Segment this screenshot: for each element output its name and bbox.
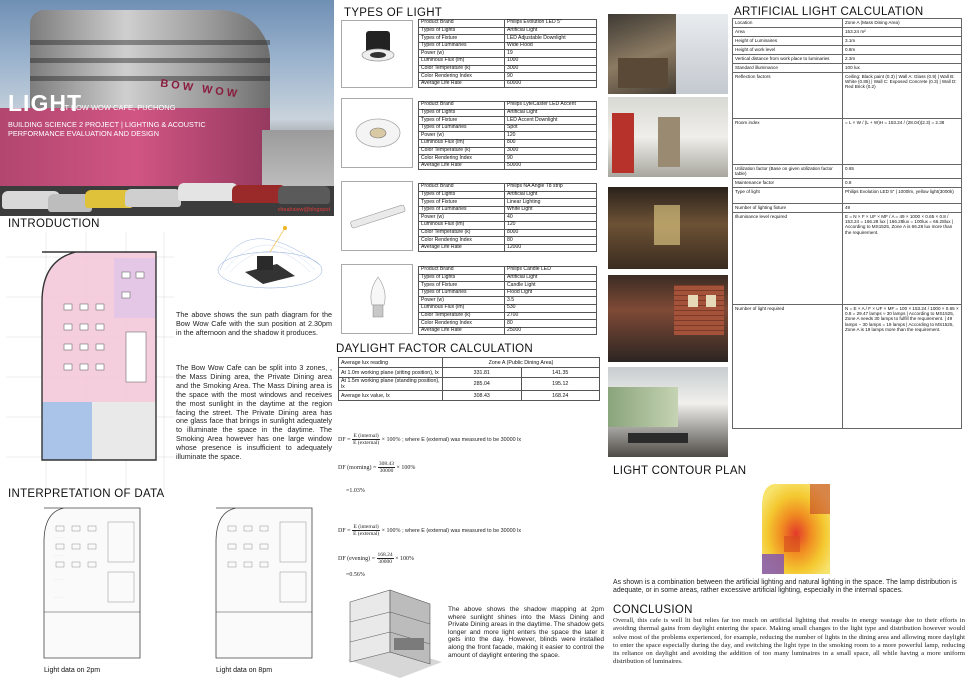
calc-value: = L × W / (L + W)H = 153.24 / (28.04)(2.3) = 2.38 (843, 119, 962, 165)
spec-value: 12000 (505, 244, 597, 252)
table-row (419, 289, 597, 297)
table-row (339, 368, 600, 378)
spec-value: Philips Candle LED (505, 267, 597, 275)
table-cell: Average lux value, lx (339, 391, 443, 401)
spec-value: Flood Light (505, 289, 597, 297)
spec-value: 80 (505, 320, 597, 328)
table-row (733, 28, 962, 37)
spec-value: Philips LyteCaster LED Accent (505, 102, 597, 110)
photo-credit: cheahsiew@blogspot (277, 207, 330, 213)
table-row (419, 155, 597, 163)
spec-label: Average Life Rate (419, 327, 505, 335)
spec-label: Types of Luminaries (419, 206, 505, 214)
table-row (733, 165, 962, 179)
artificial-heading: ARTIFICIAL LIGHT CALCULATION (734, 6, 924, 18)
calc-label: Maintenance factor (733, 179, 843, 188)
facade-band (30, 58, 270, 63)
calc-label: Location (733, 19, 843, 28)
types-of-light-heading: TYPES OF LIGHT (344, 7, 443, 19)
table-row (419, 237, 597, 245)
spec-label: Power (w) (419, 297, 505, 305)
table-row (419, 117, 597, 125)
intro-paragraph-1: The above shows the sun path diagram for the Bow Wow Cafe with the sun position at 2.30pm in the afternoon and the shadow it produces. (176, 310, 332, 337)
cafe-dining-photo (608, 187, 728, 269)
car (125, 189, 181, 207)
calc-label: Room index (733, 119, 843, 165)
spec-label: Types of Fixture (419, 282, 505, 290)
df-formula-2 (338, 524, 521, 537)
shadow-mapping-model (340, 582, 444, 682)
spec-label: Color Rendering Index (419, 320, 505, 328)
spec-value: 25000 (505, 327, 597, 335)
spec-label: Product Brand (419, 102, 505, 110)
df-morning-formula (338, 461, 415, 474)
daylight-table (338, 357, 600, 401)
spec-value: Philips NA Angle T8 strip (505, 184, 597, 192)
denominator: E (external) (353, 440, 380, 446)
df-morning-result: =1.03% (346, 488, 365, 494)
numerator: 308.43 (378, 461, 395, 467)
formula-label: DF = (338, 436, 351, 443)
spec-value: 40 (505, 214, 597, 222)
spec-label: Power (w) (419, 50, 505, 58)
spec-value: Artificial Light (505, 274, 597, 282)
formula-note: ; where E (external) was measured to be 30000 lx (402, 436, 522, 443)
subtitle-line: PERFORMANCE EVALUATION AND DESIGN (8, 128, 159, 138)
svg-text:··· ··· ···: ··· ··· ··· (54, 553, 65, 557)
denominator: 30000 (378, 559, 392, 565)
df-evening-formula (338, 552, 414, 565)
subtitle-line: BUILDING SCIENCE 2 PROJECT | LIGHTING & ACOUSTIC (8, 120, 206, 129)
lamp-image-frame (341, 20, 413, 88)
car (278, 186, 330, 204)
table-row (419, 312, 597, 320)
cafe-corridor-photo (608, 97, 728, 177)
formula-fraction (352, 433, 380, 446)
table-row (419, 199, 597, 207)
calc-value: 153.24 m² (843, 28, 962, 37)
table-header: Average lux reading (339, 358, 443, 368)
table-row (733, 64, 962, 73)
spec-value: 80 (505, 237, 597, 245)
table-row (419, 229, 597, 237)
table-row (419, 102, 597, 110)
formula-fraction (377, 552, 394, 565)
spec-label: Power (w) (419, 214, 505, 222)
side-building (262, 130, 334, 190)
formula-label: DF (evening) = (338, 555, 376, 562)
table-row (419, 206, 597, 214)
spec-value: 3000 (505, 147, 597, 155)
calc-value: Ceiling: Black paint (0.3) | Wall A: Glass (0.9) | Wall B: White (0.85) | Wall C: Exposed Concrete (0.3) | Wall D: Red Brick (0.2) (843, 73, 962, 119)
spec-label: Types of Lights (419, 27, 505, 35)
spec-label: Color Rendering Index (419, 73, 505, 81)
contour-heading: LIGHT CONTOUR PLAN (613, 465, 747, 477)
downlight-icon (342, 21, 414, 89)
table-row (419, 327, 597, 335)
daylight-heading: DAYLIGHT FACTOR CALCULATION (336, 343, 534, 355)
spec-label: Product Brand (419, 184, 505, 192)
spec-label: Color Temperature (k) (419, 65, 505, 73)
spec-label: Types of Fixture (419, 117, 505, 125)
calc-value: N = E × A / F × UF × MF = 100 × 153.24 / 1000 × 0.65 × 0.8 = 29.47 lamps ≈ 30 lamps | According to MS1525, Zone A needs 30 lamps to fulfill the requirement. | 49 lamps − 30 lamps = 19 lamps | According to MS1525, Zone A is 19 lamps more than the requirement. (843, 305, 962, 429)
artificial-calc-table (732, 18, 962, 429)
table-row (419, 282, 597, 290)
table-row (419, 42, 597, 50)
denominator: 30000 (379, 468, 394, 474)
table-row (733, 19, 962, 28)
spec-label: Types of Lights (419, 274, 505, 282)
spec-label: Color Rendering Index (419, 155, 505, 163)
lamp-spec-table (418, 266, 597, 335)
table-cell: 141.35 (521, 368, 600, 378)
lamp-image-frame (341, 264, 413, 334)
table-row (419, 244, 597, 252)
table-row (419, 109, 597, 117)
shadow-mapping-text: The above shows the shadow mapping at 2pm where sunlight shines into the Mass Dining and Private Dining areas in the daytime. The shadow gets longer and more light enters the space the later it gets into the day. However, blinds were installed along the front facade, making it easier to control the amount of daylight entering the space. (448, 606, 605, 659)
lamp-image-frame (341, 181, 413, 251)
table-cell: At 1.5m working plane (standing position), lx (339, 378, 443, 391)
storefront-sign: BOW WOW (159, 77, 241, 101)
calc-label: Number of light required (733, 305, 843, 429)
table-row (733, 46, 962, 55)
table-header: Zone A (Public Dining Area) (443, 358, 600, 368)
spec-value: Artificial Light (505, 109, 597, 117)
calc-label: Type of light (733, 188, 843, 204)
calc-label: Illuminance level required (733, 213, 843, 305)
spec-value: Linear Lighting (505, 199, 597, 207)
table-cell: 195.12 (521, 378, 600, 391)
calc-value: 100 lux (843, 64, 962, 73)
car (178, 183, 238, 201)
table-row (419, 132, 597, 140)
spec-value: Artificial Light (505, 27, 597, 35)
table-row (733, 204, 962, 213)
table-row (419, 147, 597, 155)
table-row (419, 184, 597, 192)
table-row (419, 221, 597, 229)
spec-value: 120 (505, 132, 597, 140)
table-row (419, 297, 597, 305)
table-row (419, 27, 597, 35)
spec-label: Types of Luminaries (419, 42, 505, 50)
spec-value: 3000 (505, 65, 597, 73)
calc-value: E = N × F × UF × MF / A = 49 × 1000 × 0.65 × 0.8 / 153.24 = 166.28 lux | 166.28lux = 100lux = 66.28lux | According to MS1525, Zone A is 66.28 lux more than the requirement. (843, 213, 962, 305)
strip-light-icon (342, 182, 414, 252)
table-row (419, 162, 597, 170)
formula-multiplier: × 100% (395, 555, 415, 562)
calc-label: Height of Luminaires (733, 37, 843, 46)
svg-text:··· ··· ···: ··· ··· ··· (54, 595, 65, 599)
spec-value: 90 (505, 73, 597, 81)
spec-label: Product Brand (419, 267, 505, 275)
table-row (733, 179, 962, 188)
spec-label: Color Temperature (k) (419, 147, 505, 155)
formula-label: DF (morning) = (338, 464, 377, 471)
df-evening-result: =0.56% (346, 572, 365, 578)
calc-label: Reflection factors (733, 73, 843, 119)
light-contour-map (754, 476, 834, 578)
table-row (419, 214, 597, 222)
table-row (419, 35, 597, 43)
df-formula-1 (338, 433, 521, 446)
caption-8pm: Light data on 8pm (216, 667, 273, 674)
table-row (419, 20, 597, 28)
spec-value: 800 (505, 139, 597, 147)
spec-label: Types of Luminaries (419, 124, 505, 132)
table-row (419, 267, 597, 275)
spec-value: LED Adjustable Downlight (505, 35, 597, 43)
caption-2pm: Light data on 2pm (44, 667, 101, 674)
spec-value: 3.5 (505, 297, 597, 305)
spec-label: Color Temperature (k) (419, 229, 505, 237)
formula-fraction (378, 461, 395, 474)
cafe-window-photo (608, 367, 728, 457)
poster-title: LIGHT (8, 90, 82, 116)
table-row (339, 391, 600, 401)
table-row (339, 378, 600, 391)
table-cell: 285.04 (443, 378, 522, 391)
accent-downlight-icon (342, 99, 414, 169)
table-row (733, 55, 962, 64)
numerator: 168.24 (377, 552, 393, 558)
spec-value: 1000 (505, 57, 597, 65)
table-row (419, 65, 597, 73)
table-row (733, 305, 962, 429)
facade-band (30, 76, 270, 81)
table-row (733, 73, 962, 119)
cafe-brick-wall-photo (608, 275, 728, 362)
spec-value: Artificial Light (505, 191, 597, 199)
calc-label: Standard illuminance (733, 64, 843, 73)
calc-label: Height of work level (733, 46, 843, 55)
calc-value: 49 (843, 204, 962, 213)
table-row (733, 188, 962, 204)
spec-value: Candle Light (505, 282, 597, 290)
table-row (419, 80, 597, 88)
intro-paragraph-2: The Bow Wow Cafe can be split into 3 zones, , the Mass Dining area, the Private Dining area and the Smoking Area. The Mass Dining area is the space with the most windows and receives the most sunlight in the daytime at the region facing the street. The Private Dining area has one glass face that brings in sunlight adequately to illuminate the space in the daytime. The Smoking Area however has one large window whose presence is insufficient to adequately illuminate the space. (176, 363, 332, 462)
conclusion-text: Overall, this cafe is well lit but relies far too much on artificial lighting that results in energy wastage due to their efforts in avoiding thermal gains from daylight entering the space. Making small changes to the light type and distribution however would solve most of the problems experienced, for example, reducing the number of lights in the dining area and allowing more daylight to enter the space especially during the day, and switching the light type in the smoking room to a more powerful lamp, reducing its reliance on daylight and avoiding the addition of too many luminaires in a small space, all while having a more uniform distribution of luminaires. (613, 617, 965, 666)
formula-fraction (352, 524, 380, 537)
spec-label: Color Rendering Index (419, 237, 505, 245)
lamp-spec-table (418, 19, 597, 88)
spec-value: 530 (505, 304, 597, 312)
spec-value: 60000 (505, 80, 597, 88)
calc-value: 3.1m (843, 37, 962, 46)
table-row (419, 124, 597, 132)
lamp-spec-table (418, 101, 597, 170)
spec-label: Types of Luminaries (419, 289, 505, 297)
contour-text: As shown is a combination between the artificial lighting and natural lighting in the space. The lamp distribution is adequate, or in some areas, rather excessive artificial lighting, especially in the internal spaces. (613, 579, 957, 595)
spec-value: White Light (505, 206, 597, 214)
spec-value: Spot (505, 124, 597, 132)
numerator: E (internal) (353, 433, 379, 439)
formula-multiplier: × 100% (381, 436, 401, 443)
spec-label: Luminous Flux (lm) (419, 57, 505, 65)
spec-value: Wide Flood (505, 42, 597, 50)
calc-label: Utilization factor (Base on given utilization factor table) (733, 165, 843, 179)
denominator: E (external) (353, 531, 380, 537)
formula-multiplier: × 100% (381, 527, 401, 534)
calc-value: 0.8 (843, 179, 962, 188)
spec-value: 120 (505, 221, 597, 229)
calc-label: Number of lighting fixture (733, 204, 843, 213)
table-row (419, 320, 597, 328)
sun-path-diagram (215, 220, 325, 292)
lamp-image-frame (341, 98, 413, 168)
table-row (733, 37, 962, 46)
poster-location: AT BOW WOW CAFE, PUCHONG (60, 103, 176, 112)
facade-band (30, 40, 270, 45)
calc-label: Vertical distance from work place to luminaries (733, 55, 843, 64)
poster-subtitle (8, 121, 228, 138)
svg-text:··· ··· ···: ··· ··· ··· (54, 535, 65, 539)
spec-label: Average Life Rate (419, 162, 505, 170)
floor-plan (6, 232, 174, 490)
spec-value: 19 (505, 50, 597, 58)
spec-value: 90 (505, 155, 597, 163)
table-row (419, 57, 597, 65)
formula-multiplier: × 100% (396, 464, 416, 471)
table-row (419, 304, 597, 312)
light-data-plan-2pm (24, 502, 144, 664)
calc-label: Area (733, 28, 843, 37)
spec-label: Types of Fixture (419, 199, 505, 207)
formula-label: DF = (338, 527, 351, 534)
spec-value: 2700 (505, 312, 597, 320)
spec-label: Power (w) (419, 132, 505, 140)
calc-value: Philips Evolution LED 5" | 1000lm, yellow light(3000k) (843, 188, 962, 204)
spec-label: Luminous Flux (lm) (419, 304, 505, 312)
table-row (419, 191, 597, 199)
svg-text:··· ··· ···: ··· ··· ··· (54, 577, 65, 581)
table-row (733, 119, 962, 165)
candle-bulb-icon (342, 265, 414, 335)
spec-value: LED Accent Downlight (505, 117, 597, 125)
spec-value: Philips Evolution LED 5" (505, 20, 597, 28)
lamp-spec-table (418, 183, 597, 252)
table-cell: At 1.0m working plane (sitting position), lx (339, 368, 443, 378)
spec-label: Luminous Flux (lm) (419, 221, 505, 229)
cafe-interior-photo (608, 14, 728, 94)
formula-note: ; where E (external) was measured to be 30000 lx (402, 527, 522, 534)
conclusion-heading: CONCLUSION (613, 604, 693, 616)
table-row (419, 73, 597, 81)
calc-value: 0.8m (843, 46, 962, 55)
calc-value: 2.3m (843, 55, 962, 64)
table-row (419, 274, 597, 282)
spec-label: Types of Lights (419, 191, 505, 199)
light-data-plan-8pm (196, 502, 316, 664)
table-cell: 168.24 (521, 391, 600, 401)
table-row (419, 50, 597, 58)
introduction-heading: INTRODUCTION (8, 218, 100, 230)
hero-photo (0, 0, 334, 216)
table-row (419, 139, 597, 147)
spec-label: Average Life Rate (419, 80, 505, 88)
calc-value: Zone A (Mass Dining Area) (843, 19, 962, 28)
spec-label: Luminous Flux (lm) (419, 139, 505, 147)
calc-value: 0.65 (843, 165, 962, 179)
table-row (733, 213, 962, 305)
spec-value: 8000 (505, 229, 597, 237)
interpretation-heading: INTERPRETATION OF DATA (8, 488, 165, 500)
table-cell: 308.43 (443, 391, 522, 401)
table-cell: 331.81 (443, 368, 522, 378)
spec-label: Product Brand (419, 20, 505, 28)
spec-label: Average Life Rate (419, 244, 505, 252)
spec-label: Types of Fixture (419, 35, 505, 43)
spec-label: Color Temperature (k) (419, 312, 505, 320)
numerator: E (internal) (353, 524, 379, 530)
spec-value: 50000 (505, 162, 597, 170)
spec-label: Types of Lights (419, 109, 505, 117)
